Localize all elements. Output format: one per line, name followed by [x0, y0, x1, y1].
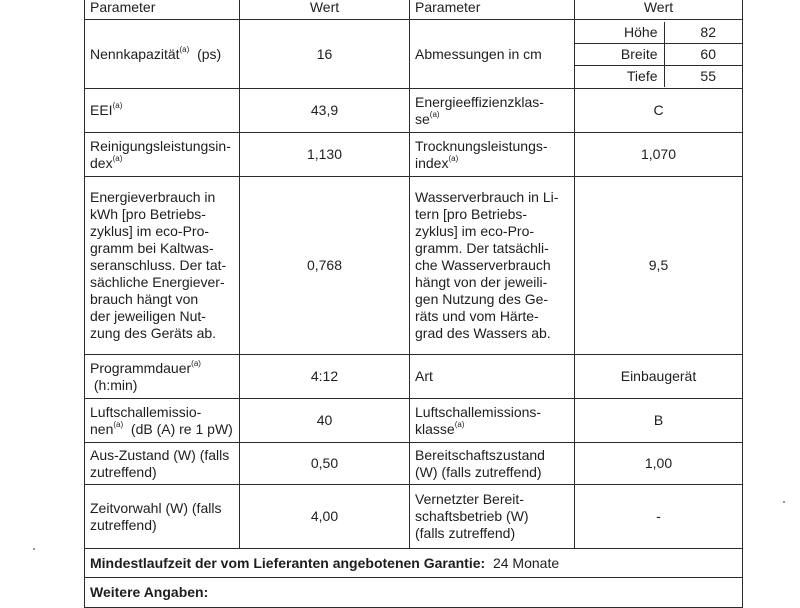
- header-parameter-left: Parameter: [85, 0, 240, 20]
- table-row: [85, 485, 743, 549]
- dimension-label: Höhe: [575, 22, 664, 44]
- eei-value: 43,9: [240, 89, 410, 133]
- luftschall-label: Luftschallemissio- nen$^{(a)}$ (dB (A) re 1 pW): [85, 399, 240, 443]
- table-row: [85, 133, 743, 177]
- table-row: [85, 355, 743, 399]
- dimension-value: 82: [700, 23, 716, 40]
- header-value-left: Wert: [240, 0, 410, 20]
- nennkapazitaet-value: 16: [240, 20, 410, 89]
- luftschall-value: 40: [240, 399, 410, 443]
- vernetzt-label: Vernetzter Bereit- schaftsbetrieb (W) (falls zutreffend): [410, 485, 575, 549]
- luftschallklasse-label: Luftschallemissions- klasse$^{(a)}$: [410, 399, 575, 443]
- art-value: Einbaugerät: [575, 355, 743, 399]
- scan-dot: [783, 501, 785, 503]
- zeitvorwahl-label: Zeitvorwahl (W) (falls zutreffend): [85, 485, 240, 549]
- trocknung-value: 1,070: [575, 133, 743, 177]
- weitere-row: [85, 578, 743, 608]
- dimension-value: 60: [664, 43, 742, 65]
- scan-dot: [33, 548, 35, 550]
- table-header-row: [85, 0, 743, 20]
- dimension-row-tiefe: [575, 65, 742, 87]
- reinigung-value: 1,130: [240, 133, 410, 177]
- table-row: [85, 89, 743, 133]
- product-data-table: [84, 0, 743, 608]
- bereitschaft-value: 1,00: [575, 443, 743, 485]
- art-label: Art: [410, 355, 575, 399]
- energieverbrauch-value: 0,768: [240, 177, 410, 355]
- garantie-cell: [85, 549, 743, 578]
- dimension-label: Breite: [575, 43, 664, 65]
- trocknung-label: Trocknungsleistungs- index$^{(a)}$: [410, 133, 575, 177]
- zeitvorwahl-value: 4,00: [240, 485, 410, 549]
- aus-zustand-label: Aus-Zustand (W) (falls zutreffend): [85, 443, 240, 485]
- dimensions-subtable: [575, 22, 742, 87]
- header-parameter-right: Parameter: [410, 0, 575, 20]
- abmessungen-values: [575, 20, 743, 89]
- energieverbrauch-label: Energieverbrauch in kWh [pro Betriebs- zyklus] im eco-Pro- gramm bei Kaltwas- seranschluss. Der tat- sächliche Energiever- brauch hängt von der jeweiligen Nut- zung des Geräts ab.: [85, 177, 240, 355]
- energieeffizienzklasse-label: Energieeffizienzklas- $se^{(a)}$: [410, 89, 575, 133]
- dimension-label: Tiefe: [575, 65, 664, 87]
- nennkapazitaet-label: Nennkapazität$^{(a)}$ (ps): [85, 20, 240, 89]
- weitere-angaben-label: Weitere Angaben:: [85, 578, 743, 608]
- luftschallklasse-value: B: [575, 399, 743, 443]
- wasserverbrauch-label: Wasserverbrauch in Li- tern [pro Betriebs- zyklus] im eco-Pro- gramm. Der tatsächli- che Wasserverbrauch hängt von der jeweili- gen Nutzung des Ge- räts und vom Härte- grad des Wassers ab.: [410, 177, 575, 355]
- bereitschaft-label: Bereitschaftszustand (W) (falls zutreffend): [410, 443, 575, 485]
- table-row: [85, 399, 743, 443]
- aus-zustand-value: 0,50: [240, 443, 410, 485]
- garantie-row: [85, 549, 743, 578]
- programmdauer-value: 4:12: [240, 355, 410, 399]
- garantie-label: Mindestlaufzeit der vom Lieferanten angebotenen Garantie:: [90, 554, 486, 571]
- wasserverbrauch-value: 9,5: [575, 177, 743, 355]
- table-row: [85, 20, 743, 89]
- dimension-row-hoehe: [575, 22, 742, 44]
- eei-label: EEI$^{(a)}$: [85, 89, 240, 133]
- header-value-right: Wert: [575, 0, 743, 20]
- reinigung-label: Reinigungsleistungsin- dex$^{(a)}$: [85, 133, 240, 177]
- table-row: [85, 443, 743, 485]
- vernetzt-value: -: [575, 485, 743, 549]
- dimension-row-breite: [575, 43, 742, 65]
- energieeffizienzklasse-value: C: [575, 89, 743, 133]
- programmdauer-label: Programmdauer$^{(a)}$ (h:min): [85, 355, 240, 399]
- table-row: [85, 177, 743, 355]
- abmessungen-label: Abmessungen in cm: [410, 20, 575, 89]
- dimension-value: 55: [664, 65, 742, 87]
- garantie-value: 24 Monate: [492, 554, 560, 571]
